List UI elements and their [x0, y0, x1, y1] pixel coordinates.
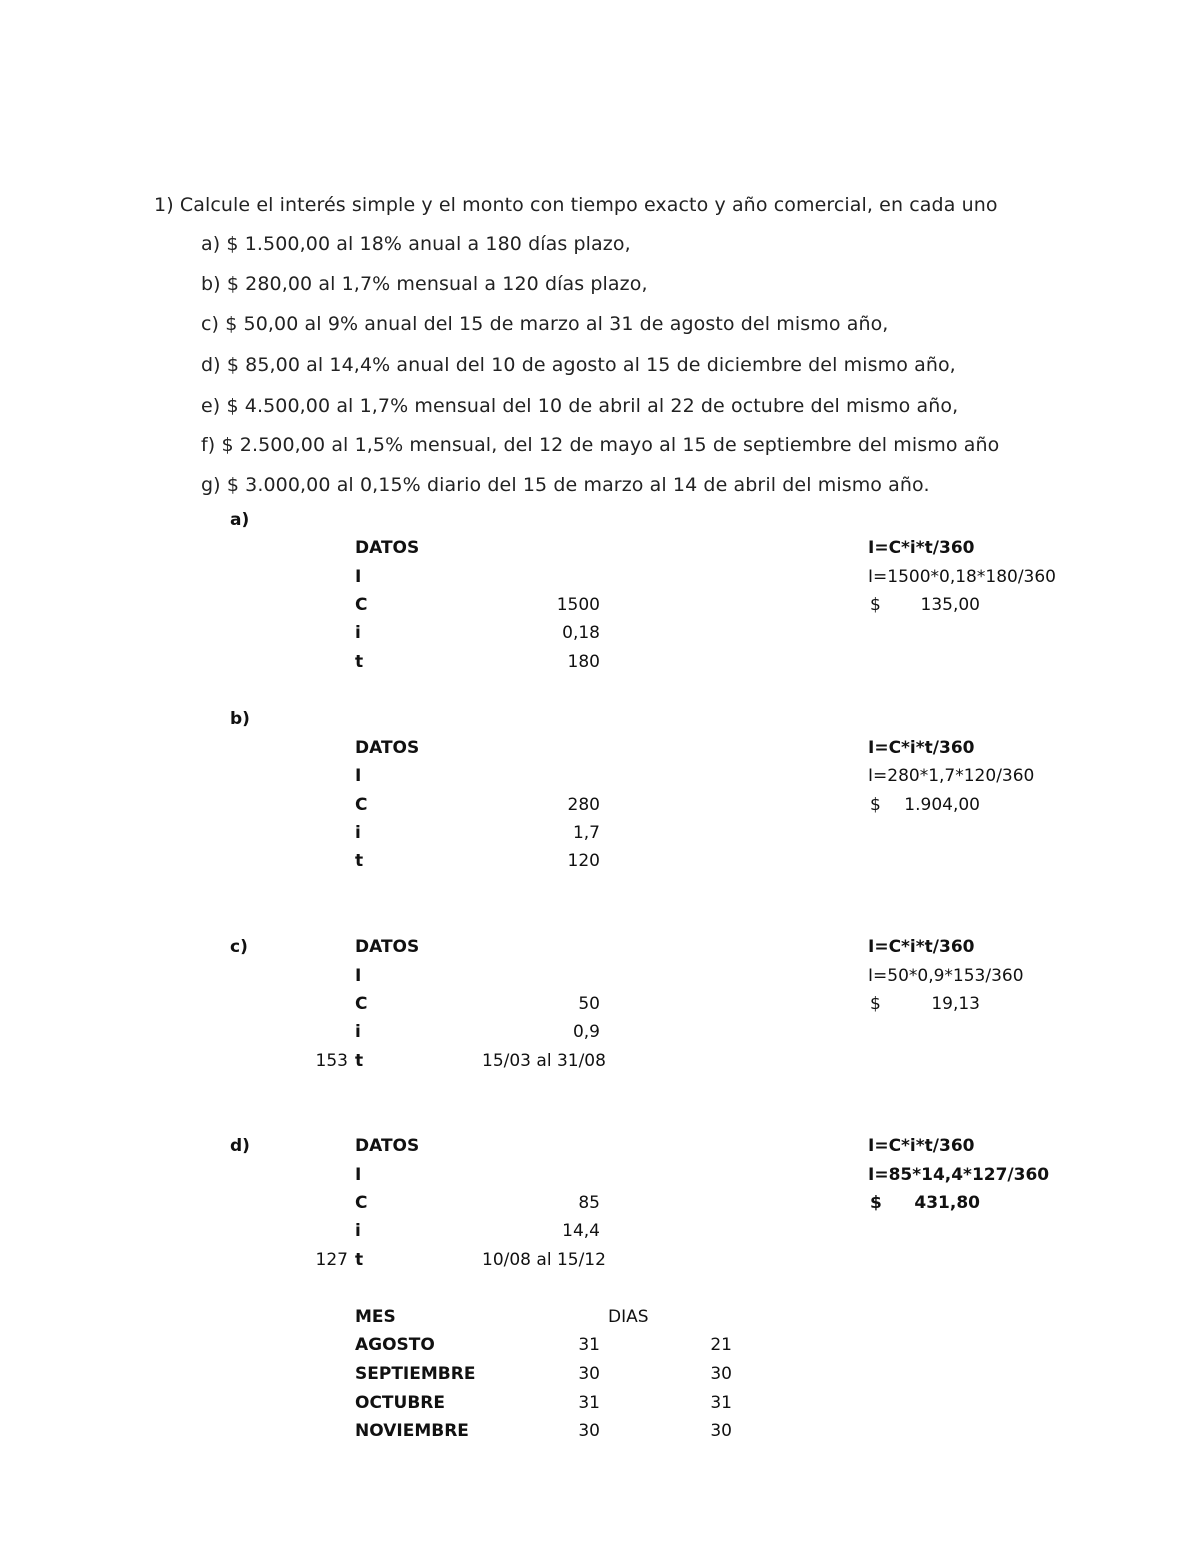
- section-b-var-t: t: [355, 851, 364, 871]
- section-c-var-I: I: [355, 966, 362, 986]
- section-a-var-i: i: [355, 623, 361, 643]
- section-d-datos: DATOS: [355, 1136, 420, 1156]
- months-row-month: NOVIEMBRE: [355, 1421, 469, 1441]
- months-row-total: 30: [578, 1421, 600, 1441]
- months-row-month: SEPTIEMBRE: [355, 1364, 476, 1384]
- section-a-calc: I=1500*0,18*180/360: [868, 567, 1056, 587]
- section-d-t-range: 10/08 al 15/12: [482, 1250, 606, 1270]
- section-d-C-value: 85: [578, 1193, 600, 1213]
- months-row-counted: 30: [710, 1364, 732, 1384]
- question-title: 1) Calcule el interés simple y el monto con tiempo exacto y año comercial, en cada uno: [154, 194, 998, 216]
- months-row-counted: 31: [710, 1393, 732, 1413]
- section-d-var-i: i: [355, 1221, 361, 1241]
- section-b-i-value: 1,7: [572, 823, 600, 843]
- section-c-t-range: 15/03 al 31/08: [482, 1051, 606, 1071]
- section-c-var-i: i: [355, 1022, 361, 1042]
- section-c-formula: I=C*i*t/360: [868, 937, 975, 957]
- section-a-var-t: t: [355, 652, 364, 672]
- question-item-d: d) $ 85,00 al 14,4% anual del 10 de agosto al 15 de diciembre del mismo año,: [201, 354, 956, 376]
- section-d-var-C: C: [355, 1193, 368, 1213]
- section-b-label: b): [230, 709, 250, 729]
- months-row-total: 31: [578, 1335, 600, 1355]
- section-d-label: d): [230, 1136, 250, 1156]
- section-b-result: 1.904,00: [904, 795, 980, 815]
- section-b-var-I: I: [355, 766, 362, 786]
- section-a-i-value: 0,18: [562, 623, 600, 643]
- question-item-c: c) $ 50,00 al 9% anual del 15 de marzo al 31 de agosto del mismo año,: [201, 313, 889, 335]
- section-b-t-value: 120: [567, 851, 600, 871]
- section-a-datos: DATOS: [355, 538, 420, 558]
- section-c-i-value: 0,9: [572, 1022, 600, 1042]
- section-d-i-value: 14,4: [562, 1221, 600, 1241]
- section-a-var-I: I: [355, 567, 362, 587]
- months-row-total: 31: [578, 1393, 600, 1413]
- section-c-label: c): [230, 937, 248, 957]
- section-b-formula: I=C*i*t/360: [868, 738, 975, 758]
- section-c-var-C: C: [355, 994, 368, 1014]
- months-header-dias: DIAS: [608, 1307, 649, 1327]
- section-d-calc: I=85*14,4*127/360: [868, 1165, 1050, 1185]
- question-item-e: e) $ 4.500,00 al 1,7% mensual del 10 de abril al 22 de octubre del mismo año,: [201, 395, 959, 417]
- section-a-label: a): [230, 510, 250, 530]
- section-d-var-I: I: [355, 1165, 362, 1185]
- section-b-calc: I=280*1,7*120/360: [868, 766, 1035, 786]
- section-a-var-C: C: [355, 595, 368, 615]
- section-d-var-t: t: [355, 1250, 364, 1270]
- section-d-formula: I=C*i*t/360: [868, 1136, 975, 1156]
- section-c-days: 153: [315, 1051, 348, 1071]
- section-d-currency: $: [870, 1193, 882, 1213]
- section-b-var-i: i: [355, 823, 361, 843]
- section-b-currency: $: [870, 795, 881, 815]
- section-c-C-value: 50: [578, 994, 600, 1014]
- section-c-datos: DATOS: [355, 937, 420, 957]
- section-b-datos: DATOS: [355, 738, 420, 758]
- section-a-formula: I=C*i*t/360: [868, 538, 975, 558]
- months-row-month: OCTUBRE: [355, 1393, 445, 1413]
- question-item-b: b) $ 280,00 al 1,7% mensual a 120 días plazo,: [201, 273, 648, 295]
- question-item-g: g) $ 3.000,00 al 0,15% diario del 15 de marzo al 14 de abril del mismo año.: [201, 474, 930, 496]
- months-row-total: 30: [578, 1364, 600, 1384]
- months-header-mes: MES: [355, 1307, 396, 1327]
- months-row-counted: 21: [710, 1335, 732, 1355]
- section-c-var-t: t: [355, 1051, 364, 1071]
- section-c-currency: $: [870, 994, 881, 1014]
- section-a-result: 135,00: [920, 595, 980, 615]
- section-c-result: 19,13: [931, 994, 980, 1014]
- months-row-month: AGOSTO: [355, 1335, 435, 1355]
- question-item-a: a) $ 1.500,00 al 18% anual a 180 días plazo,: [201, 233, 631, 255]
- section-a-t-value: 180: [567, 652, 600, 672]
- section-a-C-value: 1500: [556, 595, 600, 615]
- question-item-f: f) $ 2.500,00 al 1,5% mensual, del 12 de mayo al 15 de septiembre del mismo año: [201, 434, 1000, 456]
- section-d-result: 431,80: [914, 1193, 980, 1213]
- section-a-currency: $: [870, 595, 881, 615]
- months-row-counted: 30: [710, 1421, 732, 1441]
- section-b-var-C: C: [355, 795, 368, 815]
- section-c-calc: I=50*0,9*153/360: [868, 966, 1024, 986]
- section-d-days: 127: [315, 1250, 348, 1270]
- section-b-C-value: 280: [567, 795, 600, 815]
